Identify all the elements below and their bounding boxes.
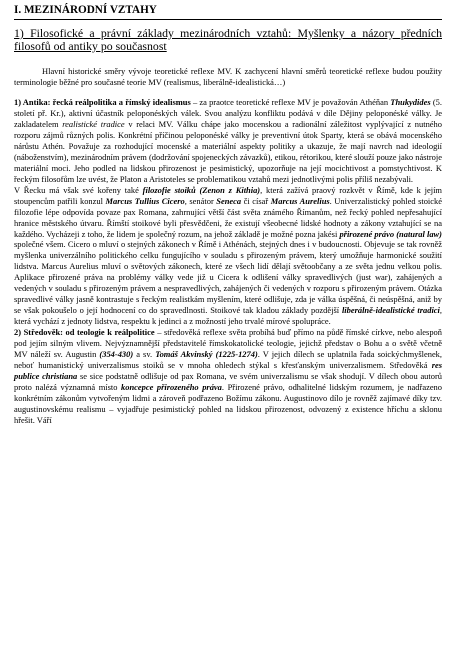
term-realisticke-tradice: realistické tradice (62, 119, 125, 129)
stredovek-paragraph (14, 327, 442, 426)
text-run: , která vychází z jednoty lidstva, respektu k jedinci a z možností jeho trvalé mírové spolupráce. (14, 305, 443, 327)
text-run: (5. století př. Kr.), aktivní účastník peloponéských válek. Svou analýzu konfliktu podává v díle Dějiny peloponéské války. Je zakladatelem (14, 97, 442, 129)
antika-paragraph-1 (14, 97, 442, 185)
term-akvinsky: Tomáš Akvinský (1225-1274) (155, 349, 258, 360)
section-heading: 1) Filosofické a právní základy mezinárodních vztahů: Myšlenky a názory předních filosofů od antiky po současnost (14, 26, 442, 53)
text-run: – za praotce teoretické reflexe MV je považován Athéňan (190, 97, 391, 108)
term-thukydides: Thukydides (390, 97, 431, 108)
text-run: . V jejich dílech se uplatnila řada soickýchmyšlenek, neboť humanistický univerzalismus stoiků se v mnoha ohledech stýkal s křesťanským univerzalismem. Středověká (14, 349, 443, 370)
antika-paragraph-2 (14, 185, 442, 327)
term-augustin-dates: (354-430) (99, 349, 134, 360)
stredovek-heading: 2) Středověk: od teologie k reálpolitice (14, 327, 155, 338)
antika-heading: 1) Antika: řecká reálpolitika a římský idealismus (14, 97, 191, 108)
chapter-title: I. MEZINÁRODNÍ VZTAHY (14, 4, 442, 20)
text-run: , která zažívá praový rozkvět v Římě, kde k jejím stoupencům patřili konzul (14, 184, 442, 206)
text-run: či císař (241, 195, 271, 206)
term-cicero: Marcus Tullius Cicero (105, 195, 185, 206)
text-run: a sv. (133, 349, 156, 360)
term-res-publica: res publice christiana (14, 359, 442, 381)
term-koncepce: koncepce přirozeného práva (121, 381, 222, 392)
text-run: – středověká reflexe světa probíhá buď přímo na půdě římské církve, nebo alespoň pod jejím silným vlivem. Nejvýznamnější představitelé římskokatolické teologie, jejichž představ o Bohu a o světě včetně MV náleží sv. Augustin (14, 327, 442, 360)
term-seneca: Seneca (216, 195, 242, 206)
text-run: V Řecku má však své kořeny také (14, 184, 143, 195)
text-run: , senátor (184, 195, 217, 206)
text-run: v relaci MV. Válku chápe jako mocenskou a radionální záležitost vyplývající z nutného rozporu zájmů různých polis. Konkrétní příčinou peloponéské války je preventivní útok Sparty, která se obává mocenského nárůstu Athén. Považuje za rozhodující mocenské a materiální aspekty politiky a ukazuje, že mají navrch nad ideologií (náboženstvím), mezinárodním právem (dodržování spojeneckých závazků), etikou, rétorikou, které slouží pouze jako nástroje materiální moci. Jeho podled na lidskou přirozenost je pesimistický, upozorňuje na její mocichtivost a pomstychtivost. K řeckým filosofům lze uvést, že Platon a Aristoteles se problematikou vztahů mezi jednotlivými polis příliš nezabývali. (14, 119, 442, 184)
text-run: . Univerzalistický pohled stoické filozofie lépe odpovída povaze pax Romana, zahrnující větší část světa známého Římanům, než řecký pohled nepřesahující hranice městského útvaru. Římští stoikové byli přesvědčeni, že existují všeobecné lidské hodnoty a zákony vztahující se na každého. Vycházeji z toho, že lidem je společný rozum, na jehož základě je možné pozna jakési (14, 195, 442, 239)
intro-paragraph: Hlavní historické směry vývoje teoretické reflexe MV. K zachycení hlavní směrů teoretické reflexe budou použity terminologie běžné pro současné teorie MV (realismus, liberálně-idealistická…) (14, 66, 442, 88)
text-run: se sice podstatně odlišuje od pax Romana, ve svém univerzalismu se však shodují. V dílech obou autorů proto nalézá významná místo (14, 370, 442, 392)
text-run: společné všem. Cicero o mluví o stejných zákonech v Římě i Athénách, stejných dnes i v budoucnosti. Objevuje se tak rovněž myšlenka univerzálního politického celku fungujícího v souladu s přirozeným právem, který umožňuje harmonické soužití lidstva. Marcus Aurelius mluví o světových zákonech, které ze všech lidí dělají světoobčany a ze světa jednu velkou polis. Aplikace přirozené práva na problémy války vede již u Cicera k odlišení války spravedlivých (just war), zahájených a vedených v souladu s přirozeným právem a nespravedlivých, zahájených či vedených v rozporu s přirozeným právem. Otázka spravedlivé války jasně kontrastuje s řeckým realistkám myšlením, které odlišuje, zda je válka úspěšná, či neúspěšná, aniž by se však pokoušelo o její hodnocení co do spravedlnosti. Stoikové tak kladou základy pozdější (14, 239, 442, 316)
term-liberalne-idealisticke: liberálně-idealistické tradici (341, 305, 440, 316)
term-prirozene-pravo: přirozené právo (natural law) (339, 228, 442, 239)
term-stoiku: filozofie stoiků (Zenon z Kithia) (142, 184, 261, 195)
term-aurelius: Marcus Aurelius (270, 195, 330, 206)
text-run: . Přirozené právo, odhalitelné lidským rozumem, je nadřazeno konkrétním zákonům vytvořeným lidmi a zároveň podřazeno Božímu zákonu. Augustinovo dílo je rovněž zajímavé díky tzv. augustinovskému realismu – vyjadřuje pesimistický pohled na lidskou přirozenost, odvozený z existence hříchu a sklonu hřešit. Váří (14, 381, 442, 425)
